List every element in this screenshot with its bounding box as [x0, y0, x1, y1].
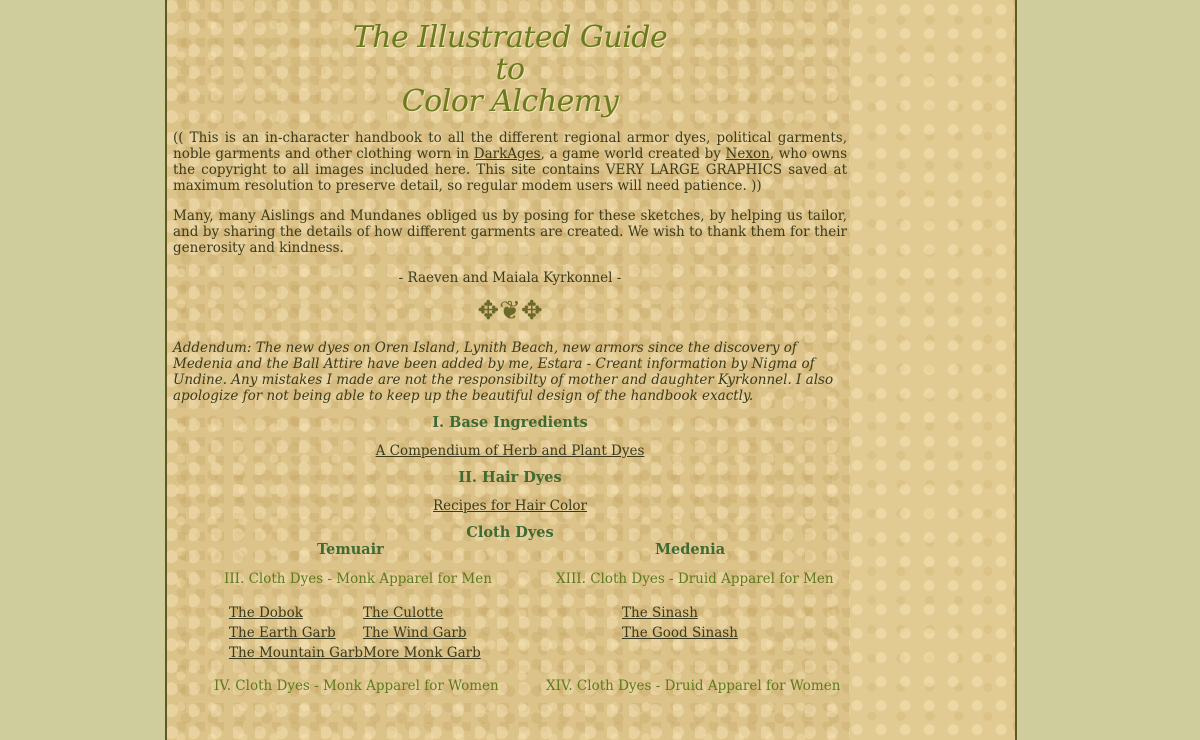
- hair-color-link-row: [173, 498, 847, 514]
- druid-men-links: [622, 603, 738, 643]
- monk-men-links-right: [363, 603, 481, 663]
- intro-text-1: (( This is an in-character handbook to all the different regional armor dyes, political garments, noble garments and other clothing worn in: [173, 130, 847, 162]
- druid-women-title: XIV. Cloth Dyes - Druid Apparel for Women: [546, 678, 841, 694]
- title-line-3: Color Alchemy: [401, 84, 619, 119]
- cloth-dyes-columns: [173, 541, 847, 701]
- culotte-link[interactable]: The Culotte: [363, 605, 444, 621]
- right-parchment-pane: [850, 0, 1013, 740]
- dobok-link[interactable]: The Dobok: [229, 605, 303, 621]
- intro-paragraph: [173, 130, 847, 194]
- addendum-paragraph: Addendum: The new dyes on Oren Island, Lynith Beach, new armors since the discovery of Medenia and the Ball Attire have been added by me, Estara - Creant information by Nigma of Undine. Any mistakes I made are not the responsibilty of mother and daughter Kyrkonnel. I also apologize for not being able to keep up the beautiful design of the handbook exactly.: [173, 340, 834, 404]
- herb-dyes-link[interactable]: A Compendium of Herb and Plant Dyes: [375, 443, 645, 459]
- more-monk-garb-link[interactable]: More Monk Garb: [363, 645, 481, 661]
- title-line-2: to: [495, 52, 525, 87]
- monk-men-title: III. Cloth Dyes - Monk Apparel for Men: [224, 571, 492, 587]
- earth-garb-link[interactable]: The Earth Garb: [229, 625, 336, 641]
- ornament-icon: ✥❦✥: [477, 296, 543, 326]
- monk-women-title: IV. Cloth Dyes - Monk Apparel for Women: [214, 678, 499, 694]
- medenia-heading: Medenia: [655, 541, 726, 558]
- title-line-1: The Illustrated Guide: [352, 20, 668, 55]
- herb-dyes-link-row: [173, 443, 847, 459]
- mountain-garb-link[interactable]: The Mountain Garb: [229, 645, 364, 661]
- signature: - Raeven and Maiala Kyrkonnel -: [398, 270, 622, 286]
- intro-text-2: , a game world created by: [540, 146, 726, 162]
- thanks-paragraph: Many, many Aislings and Mundanes obliged us by posing for these sketches, by helping us tailor, and by sharing the details of how different garments are created. We wish to thank them for their generosity and kindness.: [173, 208, 847, 256]
- monk-men-links-left: [229, 603, 363, 663]
- temuair-heading: Temuair: [317, 541, 384, 558]
- page-title: [173, 22, 847, 118]
- druid-men-title: XIII. Cloth Dyes - Druid Apparel for Men: [556, 571, 834, 587]
- cloth-dyes-heading: Cloth Dyes: [466, 524, 554, 541]
- hair-dyes-heading: II. Hair Dyes: [458, 469, 562, 486]
- wind-garb-link[interactable]: The Wind Garb: [363, 625, 467, 641]
- sinash-link[interactable]: The Sinash: [622, 605, 698, 621]
- main-content: [173, 0, 847, 701]
- intro-text-3: , who owns the copyright to all images included here. This site contains VERY LARGE GRAPHICS saved at maximum resolution to preserve detail, so regular modem users will need patience. )): [173, 146, 847, 194]
- good-sinash-link[interactable]: The Good Sinash: [622, 625, 738, 641]
- hair-color-link[interactable]: Recipes for Hair Color: [433, 498, 587, 514]
- nexon-link[interactable]: Nexon: [725, 146, 770, 162]
- base-ingredients-heading: I. Base Ingredients: [432, 414, 588, 431]
- darkages-link[interactable]: DarkAges: [473, 146, 541, 162]
